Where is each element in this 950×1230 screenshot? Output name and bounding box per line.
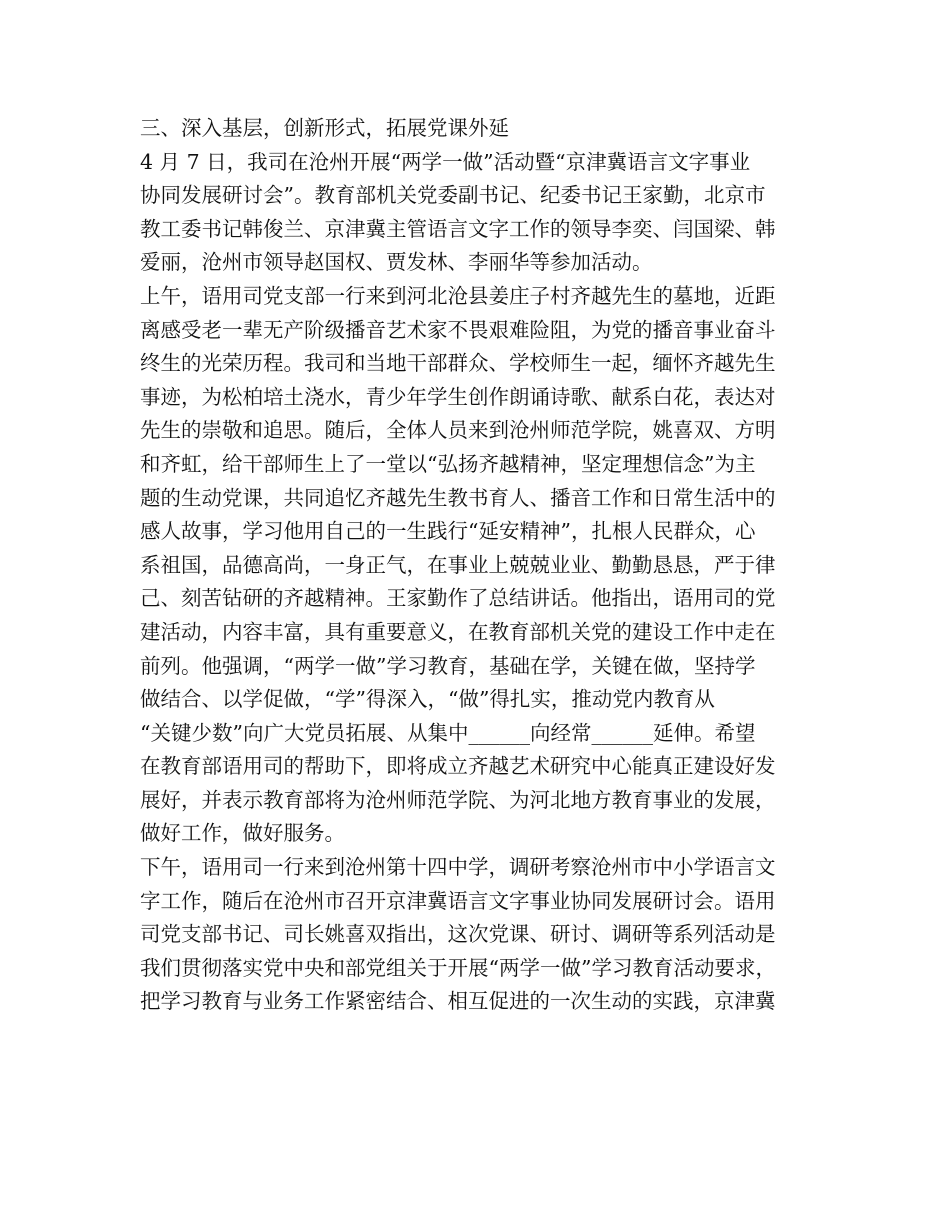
text-line: 我们贯彻落实党中央和部党组关于开展“两学一做”学习教育活动要求， <box>140 955 776 980</box>
text-line: 协同发展研讨会”。教育部机关党委副书记、纪委书记王家勤，北京市 <box>140 183 766 208</box>
paragraph-1 <box>140 146 820 280</box>
text-line: 教工委书记韩俊兰、京津冀主管语言文字工作的领导李奕、闫国梁、韩 <box>140 216 776 241</box>
text-line: 和齐虹，给干部师生上了一堂以“弘扬齐越精神，坚定理想信念”为主 <box>140 451 756 476</box>
text-line: 爱丽，沧州市领导赵国权、贾发林、李丽华等参加活动。 <box>140 250 653 275</box>
text-line: 展好，并表示教育部将为沧州师范学院、为河北地方教育事业的发展， <box>140 787 776 812</box>
paragraph-2 <box>140 280 820 851</box>
text-line: 在教育部语用司的帮助下，即将成立齐越艺术研究中心能真正建设好发 <box>140 754 776 779</box>
text-line: 把学习教育与业务工作紧密结合、相互促进的一次生动的实践，京津冀 <box>140 989 776 1014</box>
text-line: 上午，语用司党支部一行来到河北沧县姜庄子村齐越先生的墓地，近距 <box>140 283 776 308</box>
text-line: 题的生动党课，共同追忆齐越先生教书育人、播音工作和日常生活中的 <box>140 485 776 510</box>
section-heading: 三、深入基层，创新形式，拓展党课外延 <box>140 116 509 140</box>
text-line: “关键少数”向广大党员拓展、从集中______向经常______延伸。希望 <box>140 720 756 745</box>
text-line: 做好工作，做好服务。 <box>140 821 345 846</box>
text-line: 系祖国，品德高尚，一身正气，在事业上兢兢业业、勤勤恳恳，严于律 <box>140 552 776 577</box>
text-line: 事迹，为松柏培土浇水，青少年学生创作朗诵诗歌、献系白花，表达对 <box>140 384 776 409</box>
text-line: 建活动，内容丰富，具有重要意义，在教育部机关党的建设工作中走在 <box>140 619 776 644</box>
text-line: 字工作，随后在沧州市召开京津冀语言文字事业协同发展研讨会。语用 <box>140 888 776 913</box>
text-line: 司党支部书记、司长姚喜双指出，这次党课、研讨、调研等系列活动是 <box>140 922 776 947</box>
text-line: 下午，语用司一行来到沧州第十四中学，调研考察沧州市中小学语言文 <box>140 855 776 880</box>
document-body <box>140 112 820 1019</box>
text-line: 先生的崇敬和追思。随后，全体人员来到沧州师范学院，姚喜双、方明 <box>140 418 776 443</box>
text-line: 己、刻苦钻研的齐越精神。王家勤作了总结讲话。他指出，语用司的党 <box>140 586 776 611</box>
text-line: 感人故事，学习他用自己的一生践行“延安精神”，扎根人民群众，心 <box>140 519 756 544</box>
text-line: 4 月 7 日，我司在沧州开展“两学一做”活动暨“京津冀语言文字事业 <box>140 149 751 174</box>
text-line: 终生的光荣历程。我司和当地干部群众、学校师生一起，缅怀齐越先生 <box>140 351 776 376</box>
text-line: 做结合、以学促做，“学”得深入，“做”得扎实，推动党内教育从 <box>140 687 715 712</box>
paragraph-3 <box>140 851 820 1019</box>
text-line: 离感受老一辈无产阶级播音艺术家不畏艰难险阻，为党的播音事业奋斗 <box>140 317 776 342</box>
text-line: 前列。他强调，“两学一做”学习教育，基础在学，关键在做，坚持学 <box>140 653 756 678</box>
